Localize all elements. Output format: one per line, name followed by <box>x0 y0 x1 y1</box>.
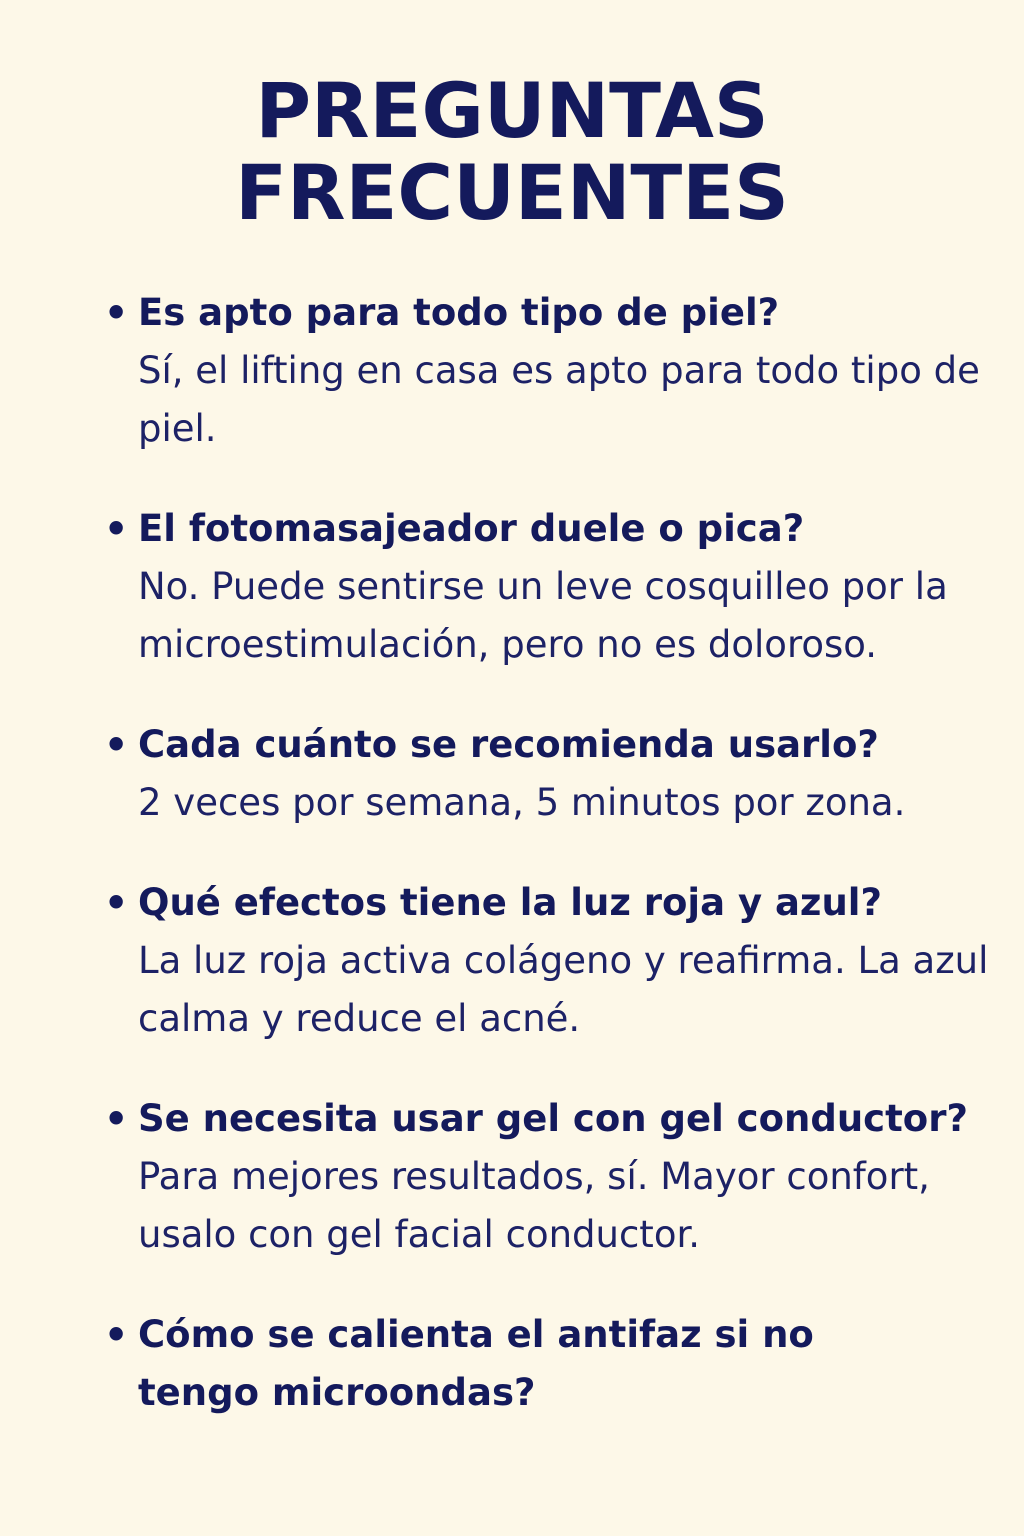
bullet-icon: • <box>104 881 129 925</box>
faq-list <box>100 284 1010 1464</box>
bullet-icon: • <box>104 1097 129 1141</box>
faq-item <box>100 500 1010 674</box>
bullet-icon: • <box>104 507 129 551</box>
faq-item <box>100 1090 1010 1264</box>
faq-item <box>100 874 1010 1048</box>
faq-item <box>100 284 1010 458</box>
faq-answer: 2 veces por semana, 5 minutos por zona. <box>138 781 906 824</box>
faq-question: El fotomasajeador duele o pica? <box>138 507 805 550</box>
faq-item <box>100 1306 1010 1422</box>
faq-item <box>100 716 1010 832</box>
title-line-1: PREGUNTAS <box>255 66 769 155</box>
faq-question: Qué efectos tiene la luz roja y azul? <box>138 881 882 924</box>
faq-answer: Sí, el lifting en casa es apto para todo tipo de piel. <box>138 349 980 450</box>
page-title <box>0 66 1024 237</box>
bullet-icon: • <box>104 723 129 767</box>
faq-question: Cada cuánto se recomienda usarlo? <box>138 723 879 766</box>
bullet-icon: • <box>104 1313 129 1357</box>
bullet-icon: • <box>104 291 129 335</box>
title-line-2: FRECUENTES <box>235 148 789 237</box>
faq-question: Es apto para todo tipo de piel? <box>138 291 780 334</box>
faq-answer: La luz roja activa colágeno y reafirma. La azul calma y reduce el acné. <box>138 939 989 1040</box>
faq-answer: Para mejores resultados, sí. Mayor confort, usalo con gel facial conductor. <box>138 1155 930 1256</box>
faq-answer: No. Puede sentirse un leve cosquilleo por la microestimulación, pero no es doloroso. <box>138 565 948 666</box>
faq-question: Se necesita usar gel con gel conductor? <box>138 1097 968 1140</box>
faq-question: Cómo se calienta el antifaz si no tengo microondas? <box>138 1313 814 1414</box>
